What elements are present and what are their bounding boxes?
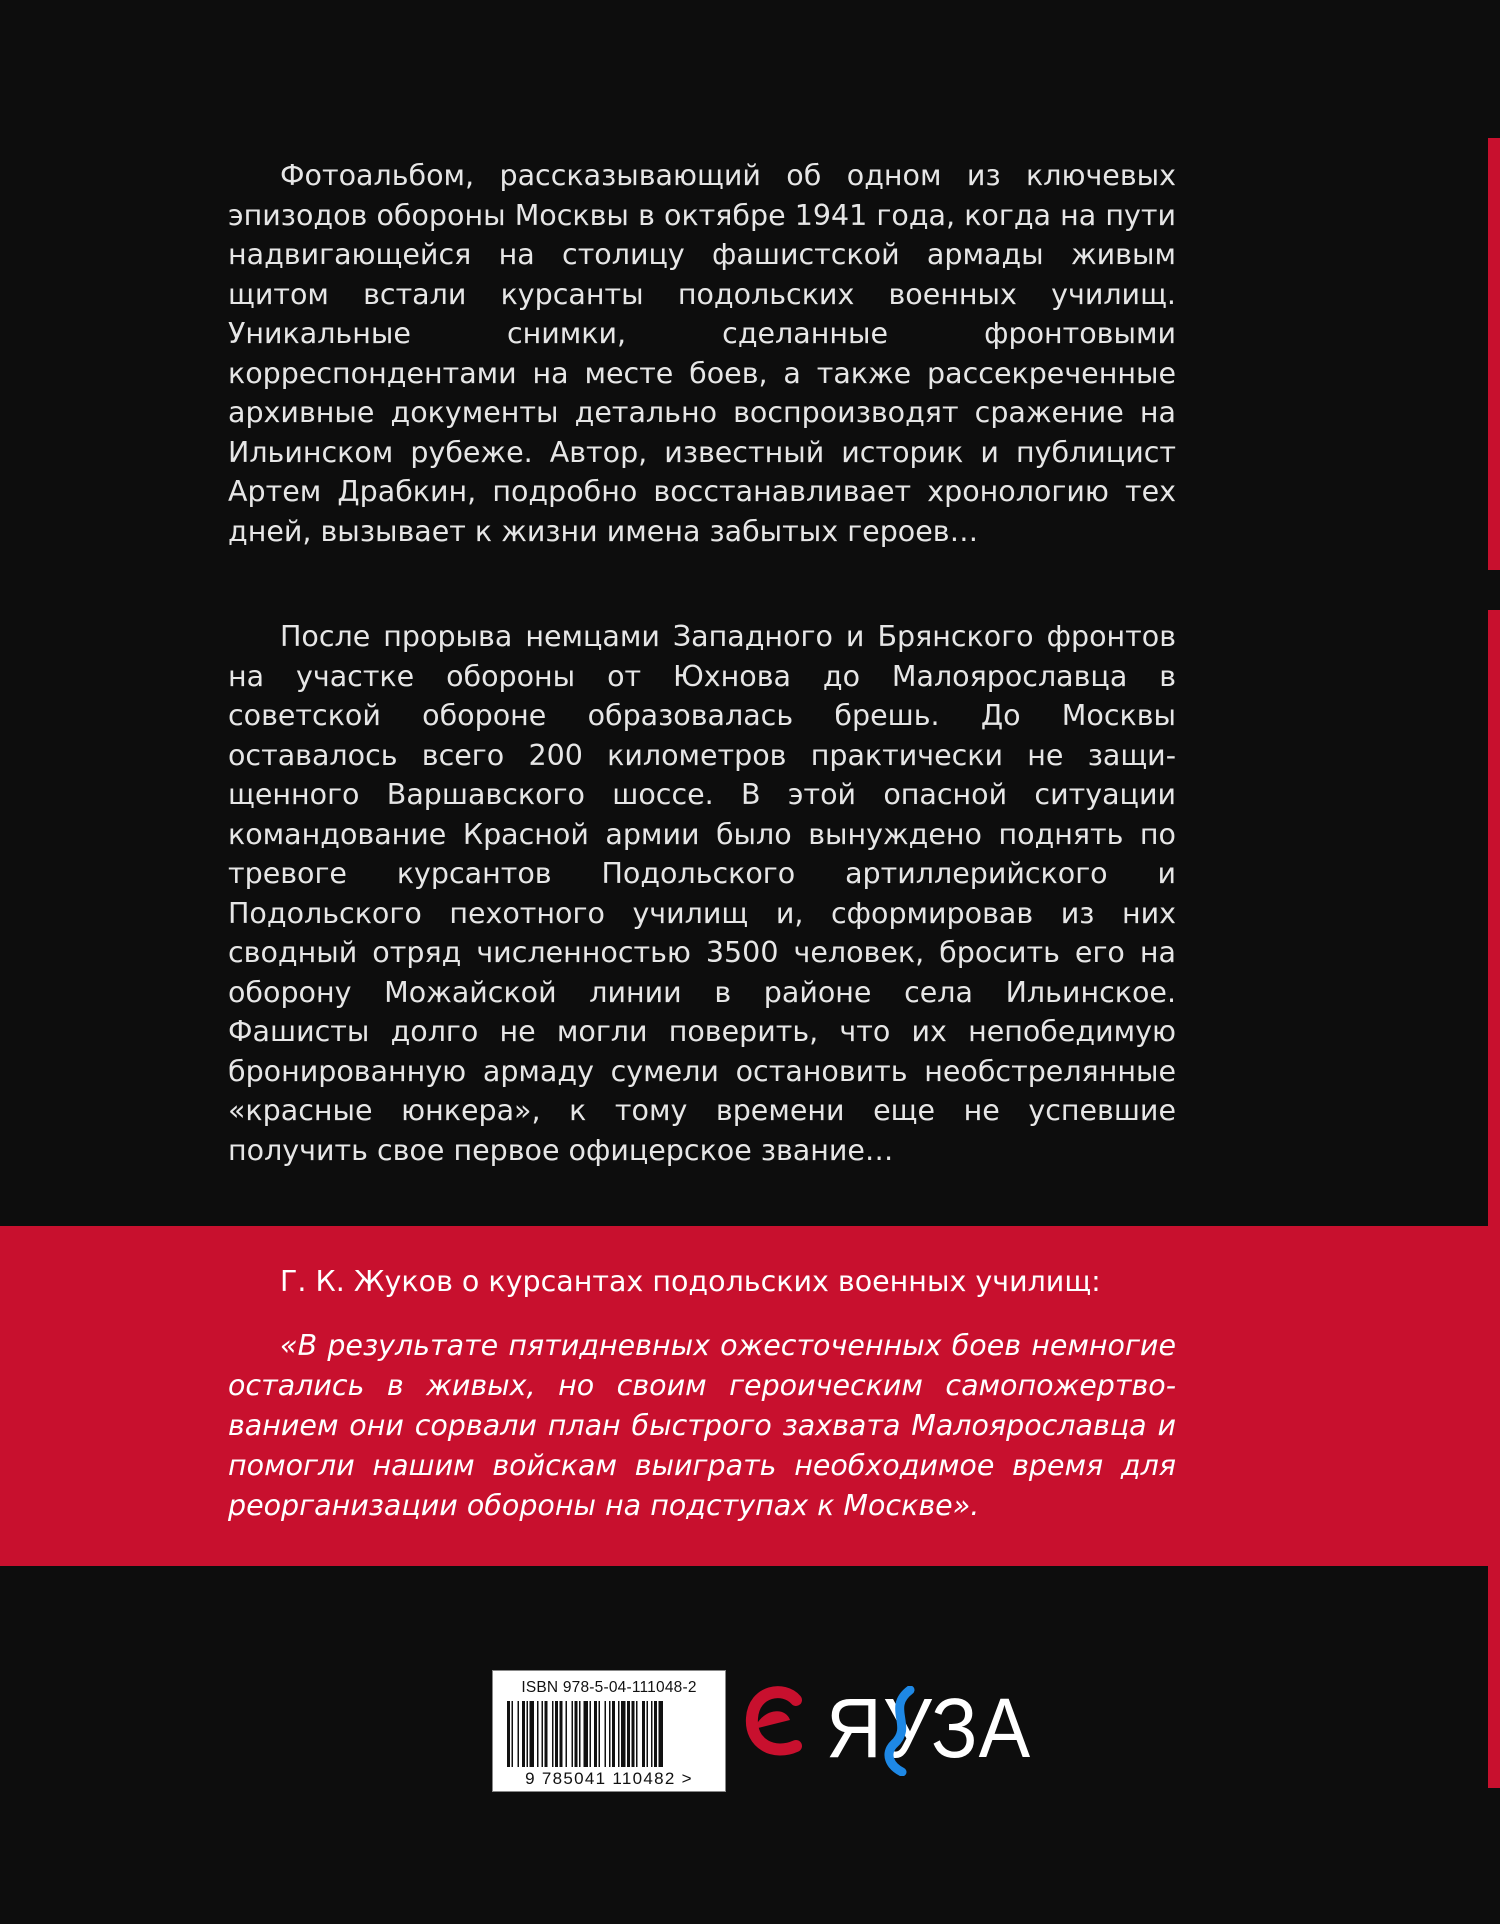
yauza-wave-icon <box>880 1686 920 1776</box>
annotation-paragraph-2 <box>228 617 1176 1170</box>
quote-heading: Г. К. Жуков о курсантах подольских военных училищ: <box>280 1265 1101 1298</box>
publisher-logo-icon <box>744 1682 806 1772</box>
publisher-name: ЯУЗА <box>826 1681 1032 1775</box>
isbn-label: ISBN 978-5-04-111048-2 <box>521 1679 697 1696</box>
annotation-paragraph-1-text: Фотоальбом, рассказывающий об одном из ключевых эпизодов обороны Москвы в октябре 1941 года, когда на пути надвигающейся на столицу фашистской армады живым щитом встали курсанты подольских военных училищ. Уникальные снимки, сделанные фронтовыми корреспондентами на месте боев, а также рассекреченные архивные документы детально воспроизводят сражение на Ильинском рубеже. Автор, известный историк и публицист Артем Драбкин, подробно восстанавливает хронологию тех дней, вызывает к жизни имена забытых героев… <box>228 159 1176 548</box>
annotation-paragraph-2-text: После прорыва немцами Западного и Брянского фронтов на участке обороны от Юхнова до Малоярославца в советской обороне образовалась брешь. До Москвы оставалось всего 200 километров практически не защищенного Варшавского шоссе. В этой опасной ситуации командование Красной армии было вынуждено поднять по тревоге курсантов Подольского артиллерийского и Подольского пехотного училищ и, сформировав из них сводный отряд численностью 3500 человек, бросить его на оборону Можайской линии в районе села Ильинское. Фашисты долго не могли поверить, что их непобедимую бронированную армаду сумели остановить необстрелянные «красные юнкера», к тому времени еще не успевшие получить свое первое офицерское звание… <box>228 620 1176 1167</box>
barcode-digits: 9 785041 110482 > <box>525 1769 693 1788</box>
quote-text: «В результате пятидневных ожесточенных боев немногие остались в живых, но своим героическим самопожертвованием они сорвали план быстрого захвата Малоярославца и помогли нашим войскам выиграть необходимое время для реорганизации обороны на подступах к Москве». <box>228 1329 1176 1522</box>
annotation-paragraph-1 <box>228 156 1176 551</box>
isbn-barcode <box>492 1670 726 1792</box>
spine-notch <box>1488 570 1500 610</box>
barcode-bars <box>507 1701 711 1767</box>
spine-red-edge <box>1488 138 1500 1788</box>
